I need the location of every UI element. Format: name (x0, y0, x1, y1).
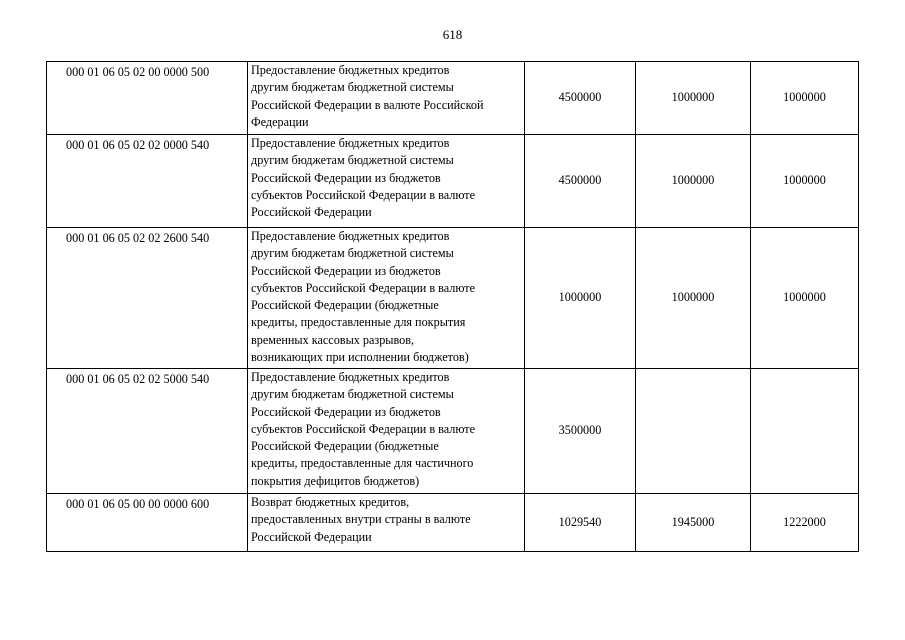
amount-cell: 1000000 (751, 135, 859, 228)
budget-code-cell: 000 01 06 05 02 02 0000 540 (47, 135, 248, 228)
table-row (47, 62, 859, 135)
description-line: кредиты, предоставленные для покрытия (251, 315, 466, 330)
description-line: субъектов Российской Федерации в валюте (251, 421, 475, 436)
description-line: субъектов Российской Федерации в валюте (251, 187, 475, 202)
description-line: Российской Федерации в валюте Российской (251, 97, 484, 112)
description-line: предоставленных внутри страны в валюте (251, 512, 471, 527)
amount-cell: 4500000 (525, 62, 636, 135)
description-line: Предоставление бюджетных кредитов (251, 370, 450, 384)
amount-cell: 1000000 (751, 228, 859, 369)
description-line: кредиты, предоставленные для частичного (251, 456, 474, 471)
description-line: Российской Федерации (бюджетные (251, 439, 439, 454)
amount-cell: 1029540 (525, 494, 636, 552)
description-line: другим бюджетам бюджетной системы (251, 153, 454, 168)
description-line: Предоставление бюджетных кредитов (251, 63, 450, 77)
amount-cell: 4500000 (525, 135, 636, 228)
description-line: Российской Федерации из бюджетов (251, 170, 441, 185)
description-line: Российской Федерации из бюджетов (251, 404, 441, 419)
budget-sources-table (46, 61, 859, 552)
description-line: Российской Федерации (бюджетные (251, 298, 439, 313)
description-line: Предоставление бюджетных кредитов (251, 136, 450, 150)
description-line: Российской Федерации из бюджетов (251, 263, 441, 278)
description-line: Возврат бюджетных кредитов, (251, 495, 410, 509)
table-row (47, 135, 859, 228)
description-line: временных кассовых разрывов, (251, 332, 415, 347)
description-line: субъектов Российской Федерации в валюте (251, 280, 475, 295)
table-row (47, 369, 859, 494)
amount-cell: 1000000 (636, 62, 751, 135)
description-line: другим бюджетам бюджетной системы (251, 80, 454, 95)
amount-cell: 1000000 (525, 228, 636, 369)
description-line: Федерации (251, 114, 309, 129)
amount-cell: 1222000 (751, 494, 859, 552)
amount-cell: 1000000 (636, 228, 751, 369)
description-line: другим бюджетам бюджетной системы (251, 387, 454, 402)
description-cell (248, 228, 525, 369)
description-line: возникающих при исполнении бюджетов) (251, 350, 469, 365)
description-cell (248, 494, 525, 552)
page-number: 618 (442, 27, 463, 42)
budget-code-cell: 000 01 06 05 00 00 0000 600 (47, 494, 248, 552)
description-line: другим бюджетам бюджетной системы (251, 246, 454, 261)
amount-cell: 3500000 (525, 369, 636, 494)
budget-code-cell: 000 01 06 05 02 02 5000 540 (47, 369, 248, 494)
description-cell (248, 369, 525, 494)
description-line: Российской Федерации (251, 205, 372, 220)
budget-code-cell: 000 01 06 05 02 00 0000 500 (47, 62, 248, 135)
amount-cell: 1000000 (751, 62, 859, 135)
amount-cell (636, 369, 751, 494)
amount-cell (751, 369, 859, 494)
description-line: Российской Федерации (251, 529, 372, 544)
description-cell (248, 135, 525, 228)
amount-cell: 1000000 (636, 135, 751, 228)
amount-cell: 1945000 (636, 494, 751, 552)
table-row (47, 228, 859, 369)
table-row (47, 494, 859, 552)
description-line: Предоставление бюджетных кредитов (251, 229, 450, 243)
description-cell (248, 62, 525, 135)
budget-code-cell: 000 01 06 05 02 02 2600 540 (47, 228, 248, 369)
description-line: покрытия дефицитов бюджетов) (251, 473, 420, 488)
